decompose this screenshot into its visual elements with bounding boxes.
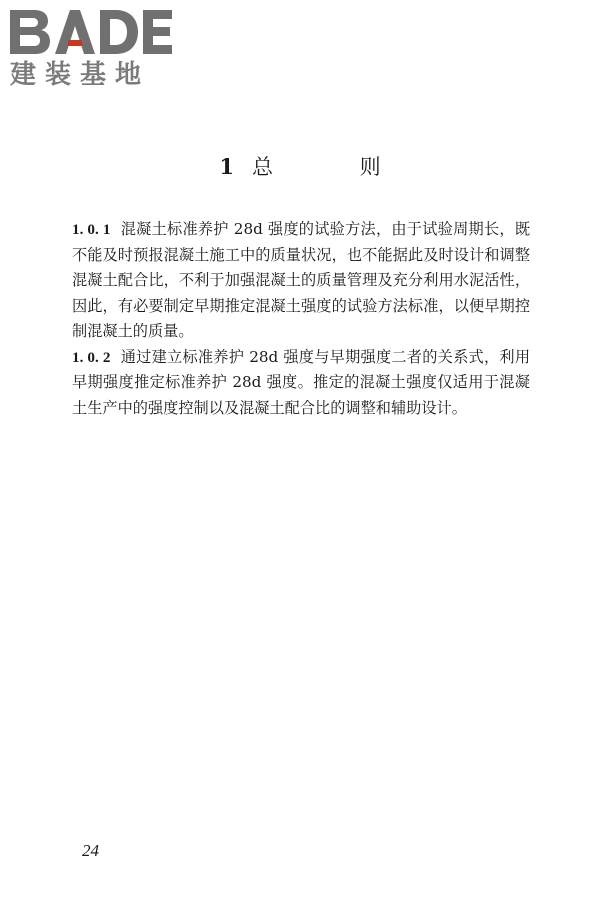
clause-1-0-2 — [72, 345, 530, 422]
brand-logo — [8, 6, 174, 88]
logo-wordmark — [8, 6, 174, 58]
clause-number: 1. 0. 2 — [72, 348, 111, 366]
logo-subtitle: 建装基地 — [10, 60, 151, 90]
chapter-heading — [0, 156, 600, 178]
document-body — [72, 217, 530, 421]
clause-number: 1. 0. 1 — [72, 221, 111, 238]
clause-text: 混凝土标准养护 28d 强度的试验方法，由于试验周期长，既不能及时预报混凝土施工中的质量状况，也不能据此及时设计和调整混凝土配合比，不利于加强混凝土的质量管理及充分利用水泥活性，因此，有必要制定早期推定混凝土强度的试验方法标准，以便早期控制混凝土的质量。 — [72, 220, 531, 340]
chapter-number: 1 — [219, 154, 234, 179]
clause-1-0-1 — [72, 217, 530, 345]
clause-text: 通过建立标准养护 28d 强度与早期强度二者的关系式，利用早期强度推定标准养护 28d 强度。推定的混凝土强度仅适用于混凝土生产中的强度控制以及混凝土配合比的调整和辅助设计。 — [72, 347, 531, 417]
page-number: 24 — [82, 841, 99, 860]
chapter-title: 总 则 — [251, 155, 421, 179]
